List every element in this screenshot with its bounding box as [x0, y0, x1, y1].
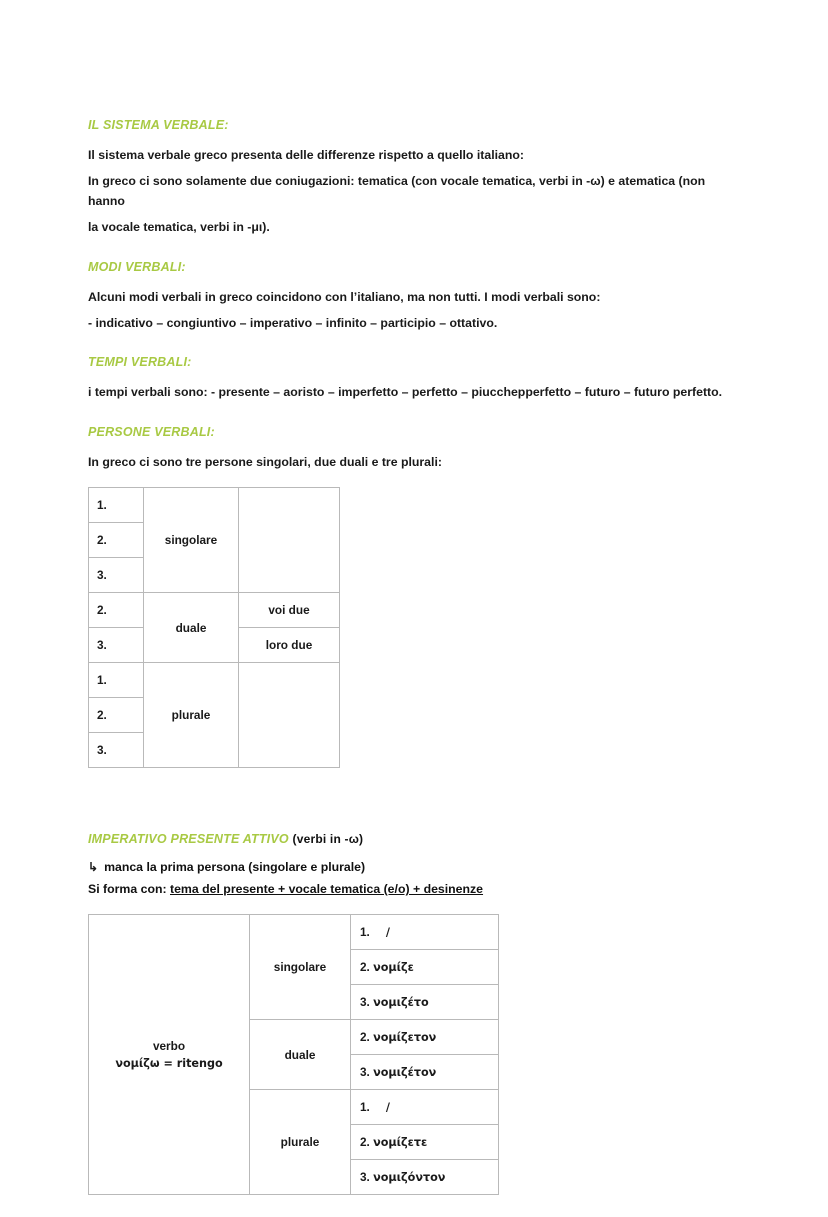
section-imperativo-presente-attivo [88, 832, 738, 1195]
section-persone-verbali [88, 425, 738, 768]
table-row [89, 663, 340, 698]
group-label-duale: duale [144, 593, 239, 663]
imperativo-note [88, 860, 738, 874]
verb-form [351, 1160, 499, 1195]
person-value: voi due [239, 593, 340, 628]
verb-form [351, 915, 499, 950]
form-text: νομιζόντον [373, 1171, 446, 1185]
form-text: νομίζετον [373, 1031, 437, 1045]
arrow-down-right-icon: ↳ [88, 860, 99, 875]
paragraph-line: - indicativo – congiuntivo – imperativo – infinito – participio – ottativo. [88, 315, 498, 330]
section-tempi-verbali [88, 355, 738, 403]
paragraph-line: In greco ci sono tre persone singolari, due duali e tre plurali: [88, 455, 442, 470]
person-number: 3. [89, 733, 144, 768]
paragraph-line: la vocale tematica, verbi in -μι). [88, 219, 270, 234]
person-number: 2. [89, 698, 144, 733]
verb-label: verbo [152, 1038, 186, 1053]
verb-form [351, 1090, 499, 1125]
group-value-singolare [239, 488, 340, 593]
imperativo-table [88, 914, 499, 1195]
form-number: 3. [360, 1170, 370, 1185]
form-number: 3. [360, 1065, 370, 1080]
form-text: νομίζε [373, 961, 414, 975]
persone-table [88, 487, 340, 768]
group-label-duale: duale [250, 1020, 351, 1090]
table-row [89, 593, 340, 628]
form-text: / [385, 926, 390, 940]
section-modi-verbali [88, 260, 738, 334]
form-text: νομιζέτον [373, 1066, 437, 1080]
document-content [88, 118, 738, 1217]
person-number: 3. [89, 628, 144, 663]
verb-form [351, 1020, 499, 1055]
form-number: 1. [360, 1100, 370, 1115]
verb-cell [89, 915, 250, 1195]
form-number: 2. [360, 1135, 370, 1150]
person-number: 3. [89, 558, 144, 593]
form-number: 1. [360, 925, 370, 940]
form-number: 2. [360, 960, 370, 975]
section-heading: PERSONE VERBALI: [88, 425, 215, 440]
person-number: 1. [89, 488, 144, 523]
verb-greek: νομίζω = ritengo [115, 1056, 223, 1070]
imperativo-formation [88, 882, 738, 896]
imperativo-heading-suffix: (verbi in -ω) [292, 832, 364, 847]
group-label-singolare: singolare [250, 915, 351, 1020]
verb-form [351, 985, 499, 1020]
section-sistema-verbale [88, 118, 738, 238]
formation-rule: tema del presente + vocale tematica (e/o) + desinenze [170, 882, 484, 897]
group-value-plurale [239, 663, 340, 768]
group-label-plurale: plurale [144, 663, 239, 768]
section-heading: TEMPI VERBALI: [88, 355, 192, 370]
section-heading: IL SISTEMA VERBALE: [88, 118, 229, 132]
paragraph-line: In greco ci sono solamente due coniugazioni: tematica (con vocale tematica, verbi in -ω) e atematica (non hanno [88, 173, 706, 208]
group-label-plurale: plurale [250, 1090, 351, 1195]
paragraph-line: Alcuni modi verbali in greco coincidono con l’italiano, ma non tutti. I modi verbali sono: [88, 289, 601, 304]
form-text: / [385, 1101, 390, 1115]
person-number: 2. [89, 593, 144, 628]
form-text: νομίζετε [373, 1136, 428, 1150]
verb-form [351, 1125, 499, 1160]
imperativo-heading-text: IMPERATIVO PRESENTE ATTIVO [88, 832, 289, 847]
table-row [89, 915, 499, 950]
form-text: νομιζέτο [373, 996, 429, 1010]
paragraph-line: i tempi verbali sono: - presente – aoristo – imperfetto – perfetto – piucchepperfetto – futuro – futuro perfetto. [88, 385, 723, 400]
person-number: 1. [89, 663, 144, 698]
verb-form [351, 950, 499, 985]
verb-form [351, 1055, 499, 1090]
formation-prefix: Si forma con: [88, 882, 170, 897]
imperativo-note-text: manca la prima persona (singolare e plurale) [104, 860, 366, 875]
section-heading: MODI VERBALI: [88, 259, 186, 274]
table-row [89, 488, 340, 523]
form-number: 3. [360, 995, 370, 1010]
paragraph-line: Il sistema verbale greco presenta delle differenze rispetto a quello italiano: [88, 148, 524, 162]
person-value: loro due [239, 628, 340, 663]
imperativo-heading [88, 832, 738, 846]
form-number: 2. [360, 1030, 370, 1045]
group-label-singolare: singolare [144, 488, 239, 593]
person-number: 2. [89, 523, 144, 558]
